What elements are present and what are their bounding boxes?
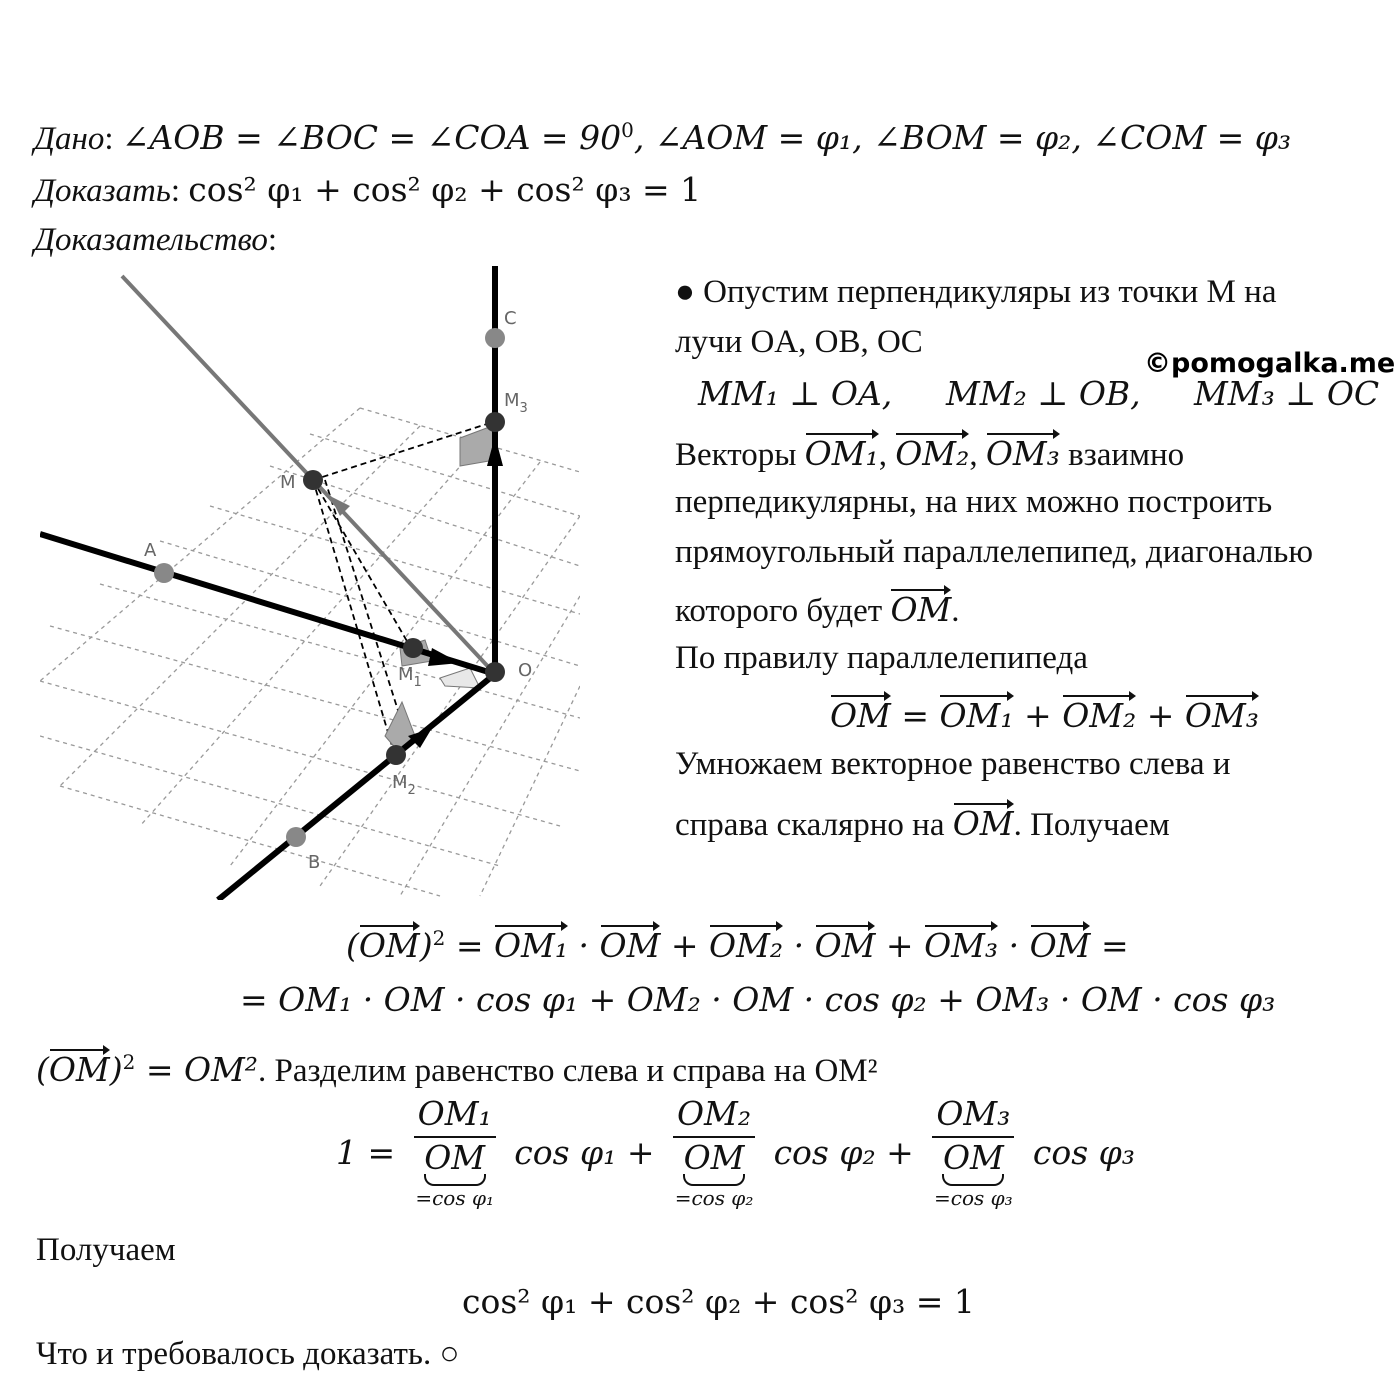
vec-om3: OM₃ bbox=[986, 430, 1060, 474]
watermark: ©pomogalka.me bbox=[1144, 348, 1396, 379]
point-a bbox=[154, 563, 174, 583]
label-c: C bbox=[504, 308, 517, 329]
prove-text: cos² φ₁ + cos² φ₂ + cos² φ₃ = 1 bbox=[188, 170, 702, 209]
ray-ob bbox=[218, 674, 495, 900]
geometry-diagram bbox=[40, 266, 580, 900]
fraction-2: OM₂ OM =cos φ₂ bbox=[674, 1094, 754, 1210]
point-m3 bbox=[485, 412, 505, 432]
fraction-3: OM₃ OM =cos φ₃ bbox=[934, 1094, 1013, 1210]
right-line-6: прямоугольный параллелепипед, диагональю bbox=[675, 534, 1314, 570]
given-label: Дано bbox=[34, 121, 105, 157]
vec-om2: OM₂ bbox=[895, 430, 969, 474]
perp-3: MM₃ ⊥ OC bbox=[1194, 374, 1380, 413]
proof-label: Доказательство bbox=[34, 222, 268, 258]
point-c bbox=[485, 328, 505, 348]
result-equation: cos² φ₁ + cos² φ₂ + cos² φ₃ = 1 bbox=[462, 1282, 975, 1321]
right-line-2: лучи OA, OB, OC bbox=[675, 324, 923, 360]
point-m1 bbox=[403, 638, 423, 658]
scalar-product-line: (OM)$^2$ = OM₁ · OM + OM₂ · OM + OM₃ · OM = bbox=[346, 922, 1129, 966]
expansion-line: = OM₁ · OM · cos φ₁ + OM₂ · OM · cos φ₂ + OM₃ · OM · cos φ₃ bbox=[240, 980, 1276, 1019]
right-line-5: перпедикулярны, на них можно построить bbox=[675, 484, 1273, 520]
parallelepiped-equation: OM = OM₁ + OM₂ + OM₃ bbox=[830, 692, 1259, 736]
right-line-10: Умножаем векторное равенство слева и bbox=[675, 746, 1231, 782]
right-angle-marker-o bbox=[440, 668, 480, 688]
label-m2: $M_2$ bbox=[392, 772, 416, 798]
prove-line: Доказать: cos² φ₁ + cos² φ₂ + cos² φ₃ = 1 bbox=[34, 170, 702, 209]
point-b bbox=[286, 827, 306, 847]
om-square-line: (OM)$^2$ = OM². Разделим равенство слева и справа на OM² bbox=[36, 1046, 878, 1091]
given-rest: , ∠AOM = φ₁, ∠BOM = φ₂, ∠COM = φ₃ bbox=[633, 118, 1292, 157]
right-line-8: По правилу параллелепипеда bbox=[675, 640, 1088, 676]
given-text: ∠AOB = ∠BOC = ∠COA = 90 bbox=[121, 118, 622, 157]
prove-label: Доказать bbox=[34, 173, 171, 209]
point-m2 bbox=[386, 745, 406, 765]
perp-2: MM₂ ⊥ OB, bbox=[946, 374, 1141, 413]
label-o: O bbox=[518, 660, 533, 681]
point-o bbox=[485, 662, 505, 682]
right-line-11: справа скалярно на OM. Получаем bbox=[675, 800, 1170, 845]
vec-om1: OM₁ bbox=[805, 430, 879, 474]
fraction-line: 1 = OM₁ OM =cos φ₁ cos φ₁ + OM₂ OM =cos φ₂ cos φ₂ + OM₃ OM =cos φ₃ cos φ₃ bbox=[336, 1094, 1136, 1210]
vectors-suffix: взаимно bbox=[1068, 437, 1185, 473]
get-label: Получаем bbox=[36, 1232, 176, 1268]
point-m bbox=[303, 470, 323, 490]
right-line-7: которого будет OM. bbox=[675, 586, 960, 631]
label-a: A bbox=[144, 540, 157, 561]
right-line-1: ● Опустим перпендикуляры из точки M на bbox=[675, 274, 1277, 310]
vectors-prefix: Векторы bbox=[675, 437, 797, 473]
given-line: Дано: ∠AOB = ∠BOC = ∠COA = $90^0$, ∠AOM = φ₁, ∠BOM = φ₂, ∠COM = φ₃ bbox=[34, 118, 1292, 157]
proof-line: Доказательство: bbox=[34, 222, 278, 258]
label-m1: $M_1$ bbox=[398, 664, 422, 690]
label-m: M bbox=[280, 472, 296, 493]
label-b: B bbox=[308, 852, 321, 873]
vector-om1-arrow bbox=[428, 648, 460, 666]
perp-1: MM₁ ⊥ OA, bbox=[698, 374, 893, 413]
qed-line: Что и требовалось доказать. ○ bbox=[36, 1336, 460, 1372]
fraction-1: OM₁ OM =cos φ₁ bbox=[415, 1094, 494, 1210]
label-m3: $M_3$ bbox=[504, 390, 528, 416]
vectors-line: Векторы OM₁, OM₂, OM₃ взаимно bbox=[675, 430, 1184, 475]
vec-om: OM bbox=[890, 586, 951, 630]
